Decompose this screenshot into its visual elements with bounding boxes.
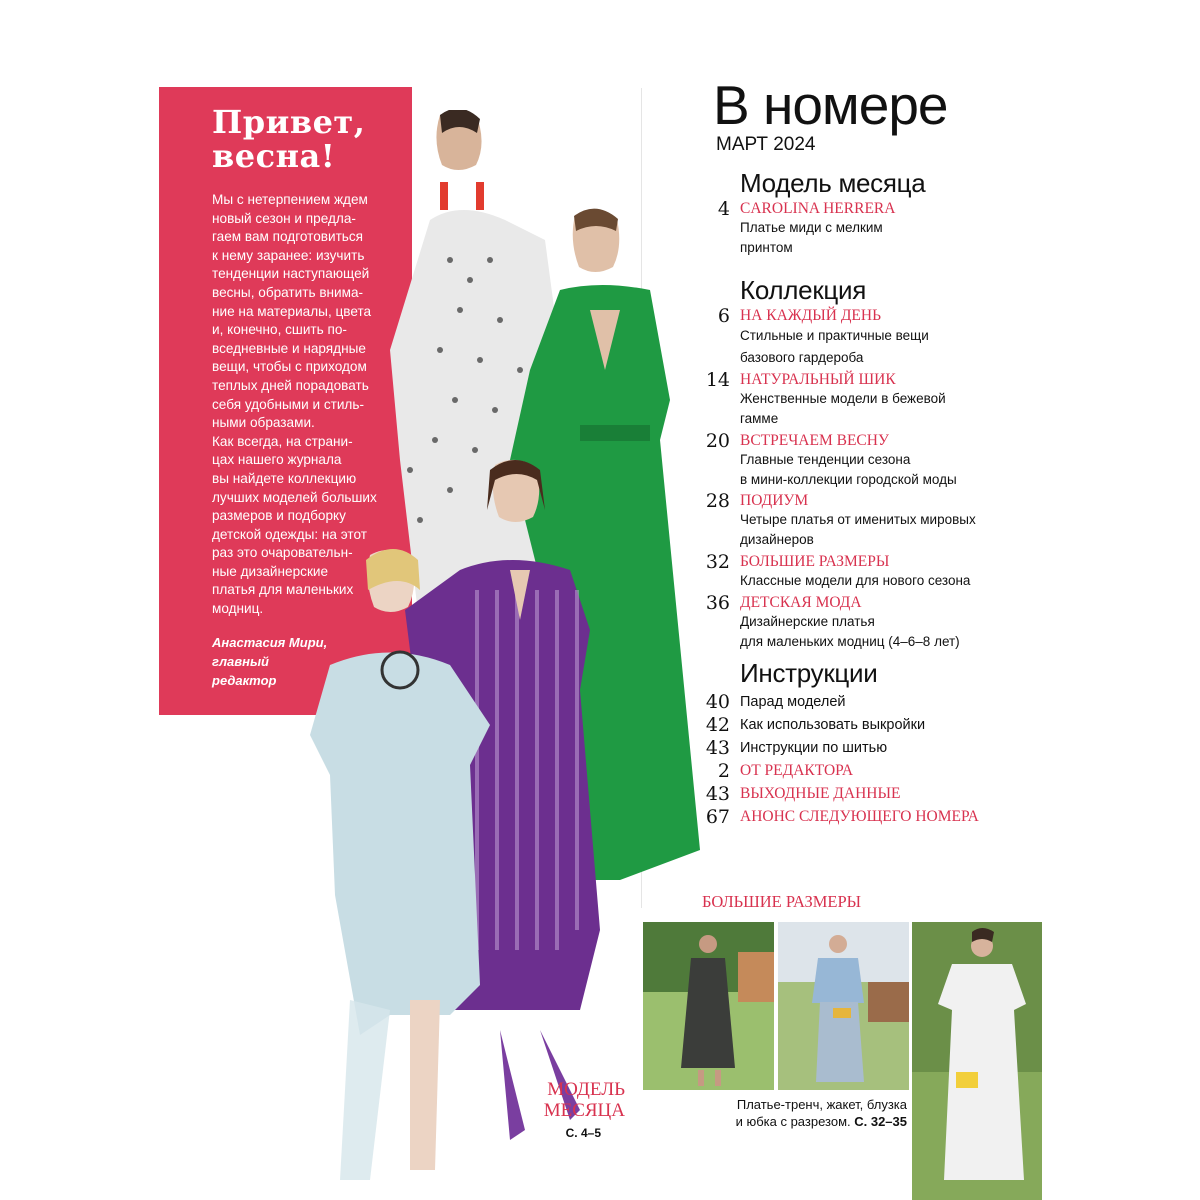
toc-title: В номере [713, 74, 948, 136]
entry-title: АНОНС СЛЕДУЮЩЕГО НОМЕРА [740, 808, 979, 825]
entry-description: Дизайнерские платья для маленьких модниц (4–6–8 лет) [740, 614, 960, 649]
entry-title: ОТ РЕДАКТОРА [740, 762, 854, 779]
entry-title: ВСТРЕЧАЕМ ВЕСНУ [740, 432, 889, 449]
page-number: 14 [705, 369, 730, 391]
entry-title: НА КАЖДЫЙ ДЕНЬ [740, 307, 881, 324]
entry-title: ВЫХОДНЫЕ ДАННЫЕ [740, 785, 901, 802]
entry-description: Платье миди с мелким принтом [740, 220, 883, 255]
section-model-of-month: Модель месяца [740, 168, 926, 198]
page-number: 4 [717, 198, 730, 220]
photo-jacket-skirt [778, 922, 909, 1090]
entry-description: Четыре платья от именитых мировых дизайнеров [740, 512, 976, 547]
page-number: 43 [705, 783, 730, 805]
entry-title: НАТУРАЛЬНЫЙ ШИК [740, 371, 896, 388]
page-number: 42 [705, 714, 730, 736]
page-number: 6 [717, 305, 730, 327]
page-number: 43 [705, 737, 730, 759]
photo-caption [697, 1096, 907, 1130]
trench-dress-photo-illustration [643, 922, 774, 1090]
intro-body-text: Мы с нетерпением ждем новый сезон и предла- гаем вам подготовиться к нему заранее: изучить тенденции наступающей весны, обратить внима- ние на материалы, цвета и, конечно, сшить по- вседневные и нарядные вещи, чтобы с приходом теплых дней порадовать себя удобными и стиль- ными образами. Как всегда, на страни- цах нашего журнала вы найдете коллекцию лучших моделей больших размеров и подборку детской одежды: на этот раз это очаровательн- ные дизайнерские платья для маленьких модниц. [212, 192, 377, 617]
model-of-month-label: МОДЕЛЬ МЕСЯЦА [543, 1079, 625, 1121]
page-number: 36 [705, 592, 730, 614]
plus-size-label: БОЛЬШИЕ РАЗМЕРЫ [702, 892, 862, 911]
entry-title: Как использовать выкройки [740, 717, 926, 733]
entry-description: Классные модели для нового сезона [740, 573, 971, 588]
page-number: 20 [705, 430, 730, 452]
entry-description: Главные тенденции сезона в мини-коллекции городской моды [740, 452, 957, 487]
photo-wrap-dress [912, 922, 1042, 1200]
page-number: 32 [705, 551, 730, 573]
entry-description: Женственные модели в бежевой гамме [740, 391, 946, 426]
issue-date: МАРТ 2024 [716, 134, 816, 155]
page-number: 28 [705, 490, 730, 512]
page-number: 2 [717, 760, 730, 782]
entry-title: CAROLINA HERRERA [740, 200, 896, 217]
editor-signature: Анастасия Мири, главный редактор [212, 634, 328, 688]
entry-title: Парад моделей [740, 694, 846, 710]
entry-title: ПОДИУМ [740, 492, 809, 509]
intro-title-line2: весна! [212, 137, 336, 175]
caption-text: Платье-тренч, жакет, блузка и юбка с разрезом. [735, 1097, 907, 1129]
entry-title: БОЛЬШИЕ РАЗМЕРЫ [740, 553, 890, 570]
caption-pages: С. 32–35 [850, 1114, 907, 1129]
entry-title: Инструкции по шитью [740, 740, 888, 756]
page-number: 40 [705, 691, 730, 713]
jacket-skirt-photo-illustration [778, 922, 909, 1090]
intro-title-line1: Привет, [212, 103, 366, 141]
entry-description: Стильные и практичные вещи базового гардероба [740, 328, 929, 365]
photo-trench-dress [643, 922, 774, 1090]
section-collection: Коллекция [740, 275, 867, 305]
model-of-month-pages: С. 4–5 [565, 1126, 601, 1140]
section-instructions: Инструкции [740, 658, 878, 688]
wrap-dress-photo-illustration [912, 922, 1042, 1200]
page-number: 67 [705, 806, 730, 828]
entry-title: ДЕТСКАЯ МОДА [740, 594, 862, 611]
